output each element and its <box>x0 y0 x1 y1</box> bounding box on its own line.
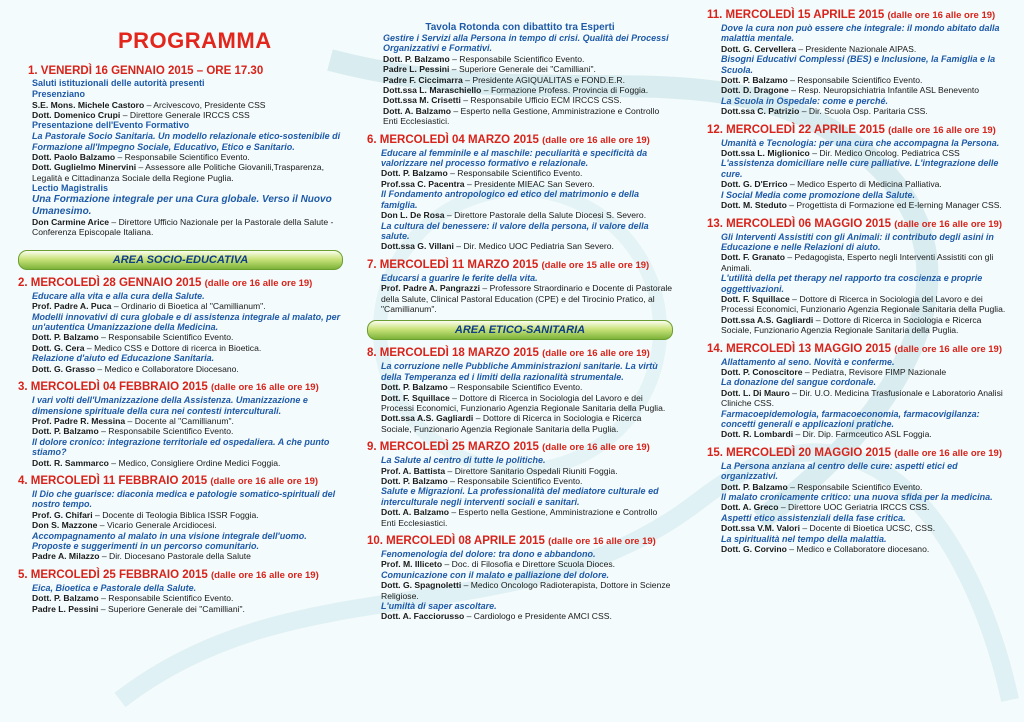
topic: Educare al femminile e al maschile: peculiarità e specificità da valorizzare nel processo formativo e relazionale. <box>381 147 648 169</box>
area-banner-etico-sanitaria: AREA ETICO-SANITARIA <box>367 320 673 340</box>
session-4: 4. MERCOLEDÌ 11 FEBBRAIO 2015 (dalle ore 16 alle ore 19) Il Dio che guarisce: diaconia medica e patologie somatico-spirituali del nostro tempo. Prof. G. Chifari – Docente di Teologia Biblica ISSR Foggia. Don S. Mazzone – Vicario Generale Arcidiocesi. Accompagnamento al malato in una visione integrale dell'uomo. Proposte e suggerimenti in un percorso comunitario. Padre A. Milazzo – Dir. Diocesano Pastorale della Salute <box>18 474 343 562</box>
session-1 <box>18 64 343 238</box>
session-15: 15. MERCOLEDÌ 20 MAGGIO 2015 (dalle ore 16 alle ore 19) La Persona anziana al centro delle cure: aspetti etici ed organizzativi. Dott. P. Balzamo – Responsabile Scientifico Evento. Il malato cronicamente critico: una nuova sfida per la medicina. Dott. A. Greco – Direttore UOC Geriatria IRCCS CSS. Aspetti etico assistenziali della fase critica. Dott.ssa V.M. Valori – Docente di Bioetica UCSC, CSS. La spiritualità nel tempo della malattia. Dott. G. Corvino – Medico e Collaboratore diocesano. <box>707 446 1014 555</box>
subheading: Lectio Magistralis <box>32 183 109 194</box>
topic: La Salute al centro di tutte le politiche. <box>381 455 546 466</box>
topic: Accompagnamento al malato in una visione integrale dell'uomo. Proposte e suggerimenti in un percorso comunitario. <box>32 530 307 551</box>
topic: Gli Interventi Assistiti con gli Animali: il contributo degli asini in Educazione e nelle Relazioni di aiuto. <box>721 231 994 252</box>
page-title: PROGRAMMA <box>118 28 272 53</box>
session-5: 5. MERCOLEDÌ 25 FEBBRAIO 2015 (dalle ore 16 alle ore 19) Eica, Bioetica e Pastorale della Salute. Dott. P. Balzamo – Responsabile Scientifico Evento. Padre L. Pessini – Superiore Generale dei "Camilliani". <box>18 568 343 614</box>
topic: Eica, Bioetica e Pastorale della Salute. <box>32 582 197 593</box>
topic: Farmacoepidemologia, farmacoeconomia, farmacovigilanza: concetti generali e applicazioni pratiche. <box>721 408 980 429</box>
topic: Educarsi a guarire le ferite della vita. <box>381 272 538 283</box>
session-7: 7. MERCOLEDÌ 11 MARZO 2015 (dalle ore 15 alle ore 19) Educarsi a guarire le ferite della vita. Prof. Padre A. Pangrazzi – Professore Straordinario e Docente di Pastorale della Salute, Clinical Pastoral Education (CPE) e del Tirocinio Pratico, al "Camillianum". <box>367 258 673 314</box>
topic: Aspetti etico assistenziali della fase critica. <box>721 512 906 523</box>
speaker: Don Carmine Arice – Direttore Ufficio Nazionale per la Pastorale della Salute - Conferenza Episcopale Italiana. <box>32 217 334 238</box>
speaker: S.E. Mons. Michele Castoro – Arcivescovo, Presidente CSS <box>32 99 266 110</box>
topic: La corruzione nelle Pubbliche Amministrazioni sanitarie. La virtù della Temperanza ed i limiti della razionalità strumentale. <box>381 361 658 382</box>
session-date: 1. VENERDÌ 16 GENNAIO 2015 – ORE 17.30 <box>28 65 264 77</box>
topic: Dove la cura non può essere che integrale: il mondo abitato dalla malattia mentale. <box>721 23 1000 44</box>
session-9: 9. MERCOLEDÌ 25 MARZO 2015 (dalle ore 16 alle ore 19) La Salute al centro di tutte le politiche. Prof. A. Battista – Direttore Sanitario Ospedali Riuniti Foggia. Dott. P. Balzamo – Responsabile Scientifico Evento. Salute e Migrazioni. La professionalità del mediatore culturale ed interculturale negli interventi sociali e sanitari. Dott. A. Balzamo – Esperto nella Gestione, Amministrazione e Controllo Enti Ecclesiastici. <box>367 440 673 528</box>
round-table: Gestire i Servizi alla Persona in tempo di crisi. Qualità dei Processi Organizzativi e Formativi. Dott. P. Balzamo – Responsabile Scientifico Evento. Padre L. Pessini – Superiore Generale dei "Camilliani". Padre F. Ciccimarra – Presidente AGIQUALITAS e FOND.E.R. Dott.ssa L. Maraschiello – Formazione Profess. Provincia di Foggia. Dott.ssa M. Crisetti – Responsabile Ufficio ECM IRCCS CSS. Dott. A. Balzamo – Esperto nella Gestione, Amministrazione e Controllo Enti Ecclesiastici. <box>367 33 673 127</box>
topic: Umanità e Tecnologia: per una cura che accompagna la Persona. <box>721 137 1000 148</box>
column-right <box>707 0 1014 722</box>
topic: Relazione d'aiuto ed Educazione Sanitaria. <box>32 353 215 364</box>
topic: La Scuola in Ospedale: come e perché. <box>721 95 889 106</box>
topic: Bisogni Educativi Complessi (BES) e Inclusione, la Famiglia e la Scuola. <box>721 54 996 75</box>
topic: La cultura del benessere: il valore della persona, il valore della salute. <box>381 220 649 241</box>
topic: Comunicazione con il malato e palliazione del dolore. <box>381 569 610 580</box>
greetings: Saluti istituzionali delle autorità presenti <box>32 78 205 88</box>
topic: Il dolore cronico: integrazione territoriale ed ospedaliera. A che punto stiamo? <box>32 436 330 458</box>
area-banner-socio-educativa: AREA SOCIO-EDUCATIVA <box>18 250 343 270</box>
session-6: 6. MERCOLEDÌ 04 MARZO 2015 (dalle ore 16 alle ore 19) Educare al femminile e al maschile: peculiarità e specificità da valorizzare nel processo formativo e relazionale. Dott. P. Balzamo – Responsabile Scientifico Evento. Prof.ssa C. Pacentra – Presidente MIEAC San Severo. Il Fondamento antropologico ed etico del matrimonio e della famiglia. Don L. De Rosa – Direttore Pastorale della Salute Diocesi S. Severo. La cultura del benessere: il valore della persona, il valore della salute. Dott.ssa G. Villani – Dir. Medico UOC Pediatria San Severo. <box>367 133 673 252</box>
session-2: 2. MERCOLEDÌ 28 GENNAIO 2015 (dalle ore 16 alle ore 19) Educare alla vita e alla cura della Salute. Prof. Padre A. Puca – Ordinario di Bioetica al "Camillianum". Modelli innovativi di cura globale e di assistenza integrale al malato, per un'autentica Umanizzazione della Medicina. Dott. P. Balzamo – Responsabile Scientifico Evento. Dott. G. Cera – Medico CSS e Dottore di ricerca in Bioetica. Relazione d'aiuto ed Educazione Sanitaria. Dott. G. Grasso – Medico e Collaboratore Diocesano. <box>18 276 343 374</box>
topic: L'umiltà di saper ascoltare. <box>381 601 497 612</box>
topic: L'assistenza domiciliare nelle cure palliative. L'integrazione delle cure. <box>721 158 999 179</box>
topic: Allattamento al seno. Novità e conferme. <box>721 356 895 367</box>
topic: I vari volti dell'Umanizzazione della Assistenza. Umanizzazione e dimensione spirituale della cura nei contesti interculturali. <box>32 395 308 416</box>
session-11: 11. MERCOLEDÌ 15 APRILE 2015 (dalle ore 16 alle ore 19) Dove la cura non può essere che integrale: il mondo abitato dalla malattia mentale. Dott. G. Cervellera – Presidente Nazionale AIPAS. Bisogni Educativi Complessi (BES) e Inclusione, la Famiglia e la Scuola. Dott. P. Balzamo – Responsabile Scientifico Evento. Dott. D. Dragone – Resp. Neuropsichiatria Infantile ASL Benevento La Scuola in Ospedale: come e perché. Dott.ssa C. Patrizio – Dir. Scuola Osp. Paritaria CSS. <box>707 8 1014 117</box>
session-12: 12. MERCOLEDÌ 22 APRILE 2015 (dalle ore 16 alle ore 19) Umanità e Tecnologia: per una cura che accompagna la Persona. Dott.ssa L. Miglionico – Dir. Medico Oncolog. Pediatrica CSS L'assistenza domiciliare nelle cure palliative. L'integrazione delle cure. Dott. G. D'Errico – Medico Esperto di Medicina Palliativa. I Social Media come promozione della Salute. Dott. M. Steduto – Progettista di Formazione ed E-lerning Manager CSS. <box>707 123 1014 211</box>
session-13: 13. MERCOLEDÌ 06 MAGGIO 2015 (dalle ore 16 alle ore 19) Gli Interventi Assistiti con gli Animali: il contributo degli asini in Educazione e nelle Relazioni di aiuto. Dott. F. Granato – Pedagogista, Esperto negli Interventi Assistiti con gli Animali. L'utilità della pet therapy nel rapporto tra coscienza e proprie oggettivazioni. Dott. F. Squillace – Dottore di Ricerca in Sociologia del Lavoro e dei Processi Economici, Funzionario Agenzia Regionale Sanitaria della Puglia. Dott.ssa A.S. Gagliardi – Dottore di Ricerca in Sociologia e Ricerca Sociale, Funzionario Agenzia Regionale Sanitaria della Puglia. <box>707 217 1014 336</box>
column-left <box>18 0 343 722</box>
topic: Il Fondamento antropologico ed etico del matrimonio e della famiglia. <box>381 189 640 210</box>
topic: Il Dio che guarisce: diaconia medica e patologie somatico-spirituali del nostro tempo. <box>32 488 336 510</box>
topic: L'utilità della pet therapy nel rapporto tra coscienza e proprie oggettivazioni. <box>721 273 983 294</box>
topic: Salute e Migrazioni. La professionalità del mediatore culturale ed interculturale negli interventi sociali e sanitari. <box>381 486 659 507</box>
topic: Una Formazione integrale per una Cura globale. Verso il Nuovo Umanesimo. <box>32 194 332 217</box>
subheading: Presentazione dell'Evento Formativo <box>32 120 190 131</box>
topic: La Persona anziana al centro delle cure: aspetti etici ed organizzativi. <box>721 460 958 482</box>
speaker: Dott. Domenico Crupi – Direttore Generale IRCCS CSS <box>32 110 250 120</box>
session-14: 14. MERCOLEDÌ 13 MAGGIO 2015 (dalle ore 16 alle ore 19) Allattamento al seno. Novità e conferme. Dott. P. Conoscitore – Pediatra, Revisore FIMP Nazionale La donazione del sangue cordonale. Dott. L. Di Mauro – Dir. U.O. Medicina Trasfusionale e Laboratorio Analisi Cliniche CSS. Farmacoepidemologia, farmacoeconomia, farmacovigilanza: concetti generali e applicazioni pratiche. Dott. R. Lombardi – Dir. Dip. Farmceutico ASL Foggia. <box>707 342 1014 440</box>
session-8: 8. MERCOLEDÌ 18 MARZO 2015 (dalle ore 16 alle ore 19) La corruzione nelle Pubbliche Amministrazioni sanitarie. La virtù della Temperanza ed i limiti della razionalità strumentale. Dott. P. Balzamo – Responsabile Scientifico Evento. Dott. F. Squillace – Dottore di Ricerca in Sociologia del Lavoro e dei Processi Economici, Funzionario Agenzia Regionale Sanitaria della Puglia. Dott.ssa A.S. Gagliardi – Dottore di Ricerca in Sociologia e Ricerca Sociale, Funzionario Agenzia Regionale Sanitaria della Puglia. <box>367 346 673 434</box>
round-table-title: Tavola Rotonda con dibattito tra Esperti <box>425 22 615 33</box>
session-3: 3. MERCOLEDÌ 04 FEBBRAIO 2015 (dalle ore 16 alle ore 19) I vari volti dell'Umanizzazione della Assistenza. Umanizzazione e dimensione spirituale della cura nei contesti interculturali. Prof. Padre R. Messina – Docente al "Camillianum". Dott. P. Balzamo – Responsabile Scientifico Evento. Il dolore cronico: integrazione territoriale ed ospedaliera. A che punto stiamo? Dott. R. Sammarco – Medico, Consigliere Ordine Medici Foggia. <box>18 380 343 468</box>
topic: Fenomenologia del dolore: tra dono e abbandono. <box>381 549 596 560</box>
subheading: Presenziano <box>32 88 86 99</box>
topic: La spiritualità nel tempo della malattia. <box>721 533 887 544</box>
topic: Gestire i Servizi alla Persona in tempo di crisi. Qualità dei Processi Organizzativi e Formativi. <box>383 33 669 54</box>
column-middle <box>367 0 673 722</box>
topic: Il malato cronicamente critico: una nuova sfida per la medicina. <box>721 492 993 503</box>
topic: Modelli innovativi di cura globale e di assistenza integrale al malato, per un'autentica Umanizzazione della Medicina. <box>32 311 341 333</box>
speaker: Dott. Paolo Balzamo – Responsabile Scientifico Evento. <box>32 152 250 163</box>
topic: La donazione del sangue cordonale. <box>721 377 877 388</box>
topic: La Pastorale Socio Sanitaria. Un modello relazionale etico-sostenibile di Formazione all'Impegno Sociale, Educativo, Etico e Sanitario. <box>32 131 341 152</box>
topic: Educare alla vita e alla cura della Salute. <box>32 290 205 301</box>
topic: I Social Media come promozione della Salute. <box>721 189 916 200</box>
session-10: 10. MERCOLEDÌ 08 APRILE 2015 (dalle ore 16 alle ore 19) Fenomenologia del dolore: tra dono e abbandono. Prof. M. Illiceto – Doc. di Filosofia e Direttore Scuola Dioces. Comunicazione con il malato e palliazione del dolore. Dott. G. Spagnoletti – Medico Oncologo Radioterapista, Dottore in Scienze Religiose. L'umiltà di saper ascoltare. Dott. A. Facciorusso – Cardiologo e Presidente AMCI CSS. <box>367 534 673 622</box>
speaker: Dott. Guglielmo Minervini – Assessore alle Politiche Giovanili,Trasparenza, Legalità e Cittadinanza Sociale della Regione Puglia. <box>32 162 324 183</box>
